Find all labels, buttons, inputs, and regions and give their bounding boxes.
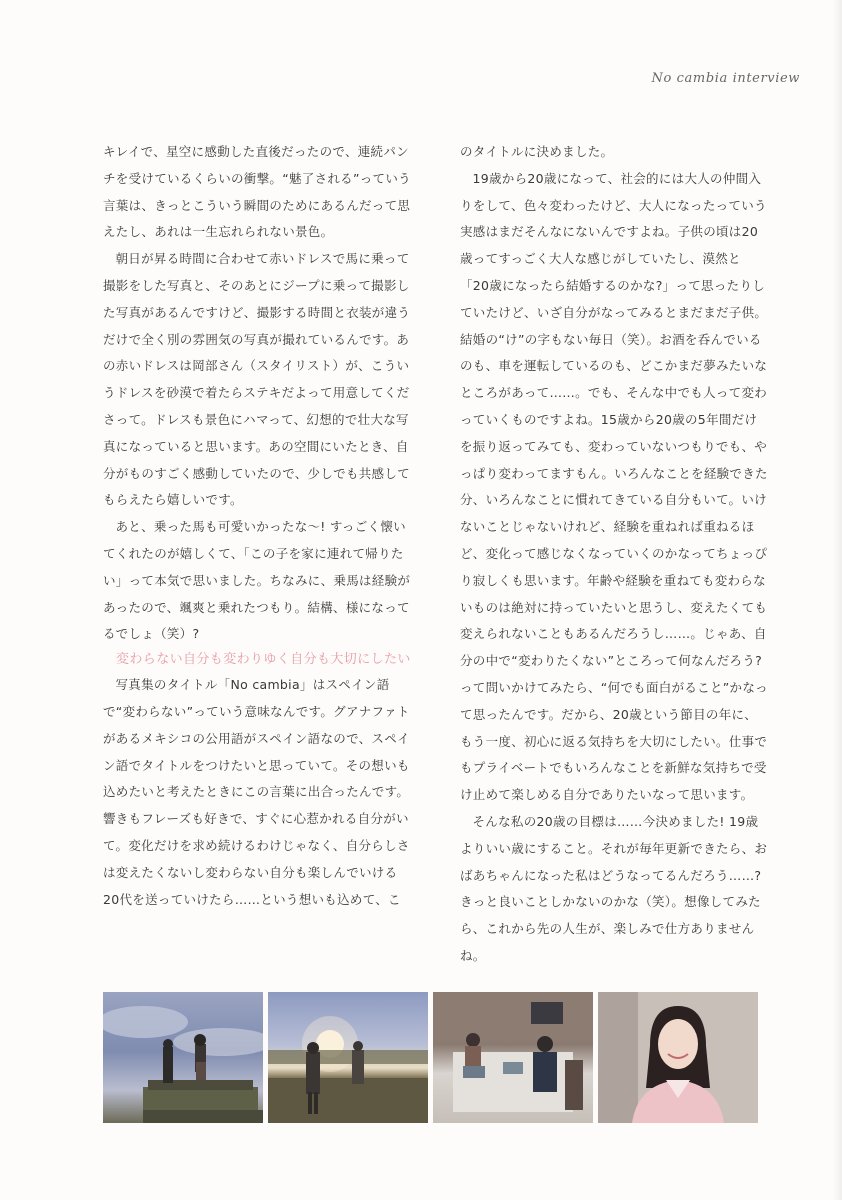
running-head: No cambia interview [651, 71, 800, 86]
page-edge-shadow [832, 0, 842, 1200]
photo-smiling-portrait-illustration [598, 992, 758, 1123]
paragraph: のタイトルに決めました。 [460, 144, 614, 159]
photo-desert-sunrise [268, 992, 428, 1123]
section-subheading: 変わらない自分も変わりゆく自分も大切にしたい [116, 652, 411, 668]
paragraph: 19歳から20歳になって、社会的には大人の仲間入りをして、色々変わったけど、大人になったっていう実感はまだそんなにないんですよね。子供の頃は20歳ってすっごく大人な感じがしていたし、漠然と「20歳になったら結婚するのかな?」って思ったりしていたけど、いざ自分がなってみるとまだまだ子供。結婚の“け”の字もない毎日（笑）。お酒を呑んでいるのも、車を運転しているのも、どこかまだ夢みたいなところがあって……。でも、そんな中でも人って変わっていくものですよね。15歳から20歳の5年間だけを振り返ってみても、変わっていないつもりでも、やっぱり変わってますもん。いろんなことを経験できた分、いろんなことに慣れてきている自分もいて。いけないことじゃないけれど、経験を重ねれば重ねるほど、変化って感じなくなっていくのかなってちょっぴり寂しくも思います。年齢や経験を重ねても変わらないものは絶対に持っていたいと思うし、変えたくても変えられないこともあるんだろうし……。じゃあ、自分の中で“変わりたくない”ところって何なんだろう? って問いかけてみたら、“何でも面白がること”かなって思ったんです。だから、20歳という節目の年に、もう一度、初心に返る気持ちを大切にしたい。仕事でもプライベートでもいろんなことを新鮮な気持ちで受け止めて楽しめる自分でありたいなって思います。 [460, 170, 768, 803]
photo-desert-sunrise-illustration [268, 992, 428, 1123]
photo-jeep-rooftop [103, 992, 263, 1123]
photo-smiling-portrait [598, 992, 758, 1123]
photo-strip [103, 992, 758, 1123]
photo-meeting-room-illustration [433, 992, 593, 1123]
photo-meeting-room [433, 992, 593, 1123]
paragraph: そんな私の20歳の目標は……今決めました! 19歳よりいい歳にすること。それが毎年更新できたら、おばあちゃんになった私はどうなってるんだろう……? きっと良いことしかないのかな（笑）。想像してみたら、これから先の人生が、楽しみで仕方ありませんね。 [460, 813, 768, 963]
paragraph: 朝日が昇る時間に合わせて赤いドレスで馬に乗って撮影をした写真と、そのあとにジープに乗って撮影した写真があるんですけど、撮影する時間と衣装が違うだけで全く別の雰囲気の写真が撮れているんです。あの赤いドレスは岡部さん（スタイリスト）が、こういうドレスを砂漠で着たらステキだよって用意してくださって。ドレスも景色にハマって、幻想的で壮大な写真になっていると思います。あの空間にいたとき、自分がものすごく感動していたので、少しでも共感してもらえたら嬉しいです。 [103, 251, 411, 508]
paragraph: あと、乗った馬も可愛いかったな〜! すっごく懐いてくれたのが嬉しくて、「この子を家に連れて帰りたい」って本気で思いました。ちなみに、乗馬は経験があったので、颯爽と乗れたつもり。結構、様になってるでしょ（笑）? [103, 519, 411, 642]
paragraph: キレイで、星空に感動した直後だったので、連続パンチを受けているくらいの衝撃。“魅了される”っていう言葉は、きっとこういう瞬間のためにあるんだって思えたし、あれは一生忘れられない景色。 [103, 144, 411, 240]
right-column [460, 139, 768, 970]
paragraph: 写真集のタイトル「No cambia」はスペイン語で“変わらない”っていう意味なんです。グアナファトがあるメキシコの公用語がスペイン語なので、スペイン語でタイトルをつけたいと思っていて。その想いも込めたいと考えたときにこの言葉に出合ったんです。響きもフレーズも好きで、すぐに心惹かれる自分がいて。変化だけを求め続けるわけじゃなく、自分らしさは変えたくないし変わらない自分も楽しんでいける20代を送っていけたら……という想いも込めて、こ [103, 677, 410, 907]
photo-jeep-rooftop-illustration [103, 992, 263, 1123]
left-column [103, 139, 412, 913]
